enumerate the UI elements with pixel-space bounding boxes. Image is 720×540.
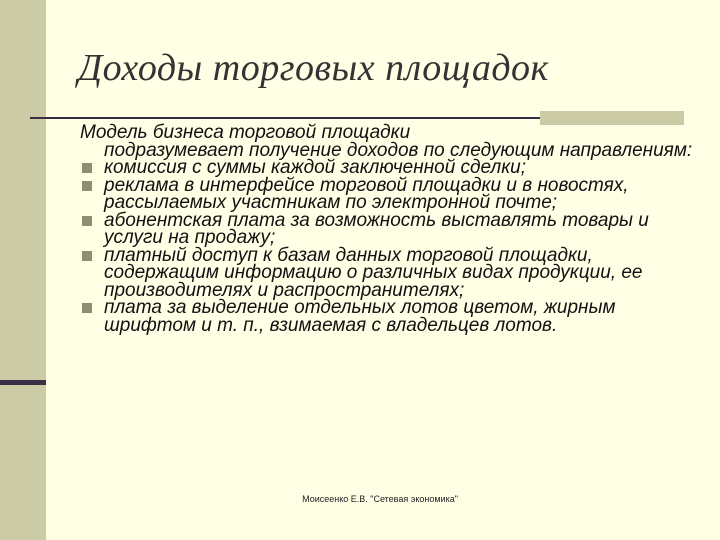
square-bullet-icon [82, 303, 92, 313]
intro-paragraph [80, 124, 700, 159]
slide-body [80, 124, 700, 334]
square-bullet-icon [82, 163, 92, 173]
title-underline-accent [540, 111, 684, 125]
list-item-text: платный доступ к базам данных торговой площадки, содержащим информацию о различных видах продукции, ее производителях и распространителях; [104, 244, 643, 301]
square-bullet-icon [82, 216, 92, 226]
slide-title: Доходы торговых площадок [78, 47, 549, 89]
intro-continuation: подразумевает получение доходов по следующим направлениям: [104, 139, 693, 161]
list-item-text: комиссия с суммы каждой заключенной сделки; [104, 157, 527, 178]
square-bullet-icon [82, 181, 92, 191]
title-underline [30, 117, 540, 119]
list-item [80, 244, 700, 301]
left-accent-divider [0, 380, 46, 385]
list-item-text: плата за выделение отдельных лотов цветом, жирным шрифтом и т. п., взимаемая с владельцев лотов. [104, 297, 616, 336]
left-accent-bar [0, 0, 46, 540]
list-item-text: абонентская плата за возможность выставлять товары и услуги на продажу; [104, 209, 649, 248]
footer-credit: Моисеенко Е.В. "Сетевая экономика" [302, 494, 458, 504]
intro-first-line: Модель бизнеса торговой площадки [80, 122, 411, 143]
bullet-list [80, 159, 700, 334]
list-item [80, 174, 700, 213]
list-item-text: реклама в интерфейсе торговой площадки и в новостях, рассылаемых участникам по электронной почте; [104, 174, 629, 213]
list-item [80, 299, 700, 334]
square-bullet-icon [82, 251, 92, 261]
list-item [80, 209, 700, 248]
